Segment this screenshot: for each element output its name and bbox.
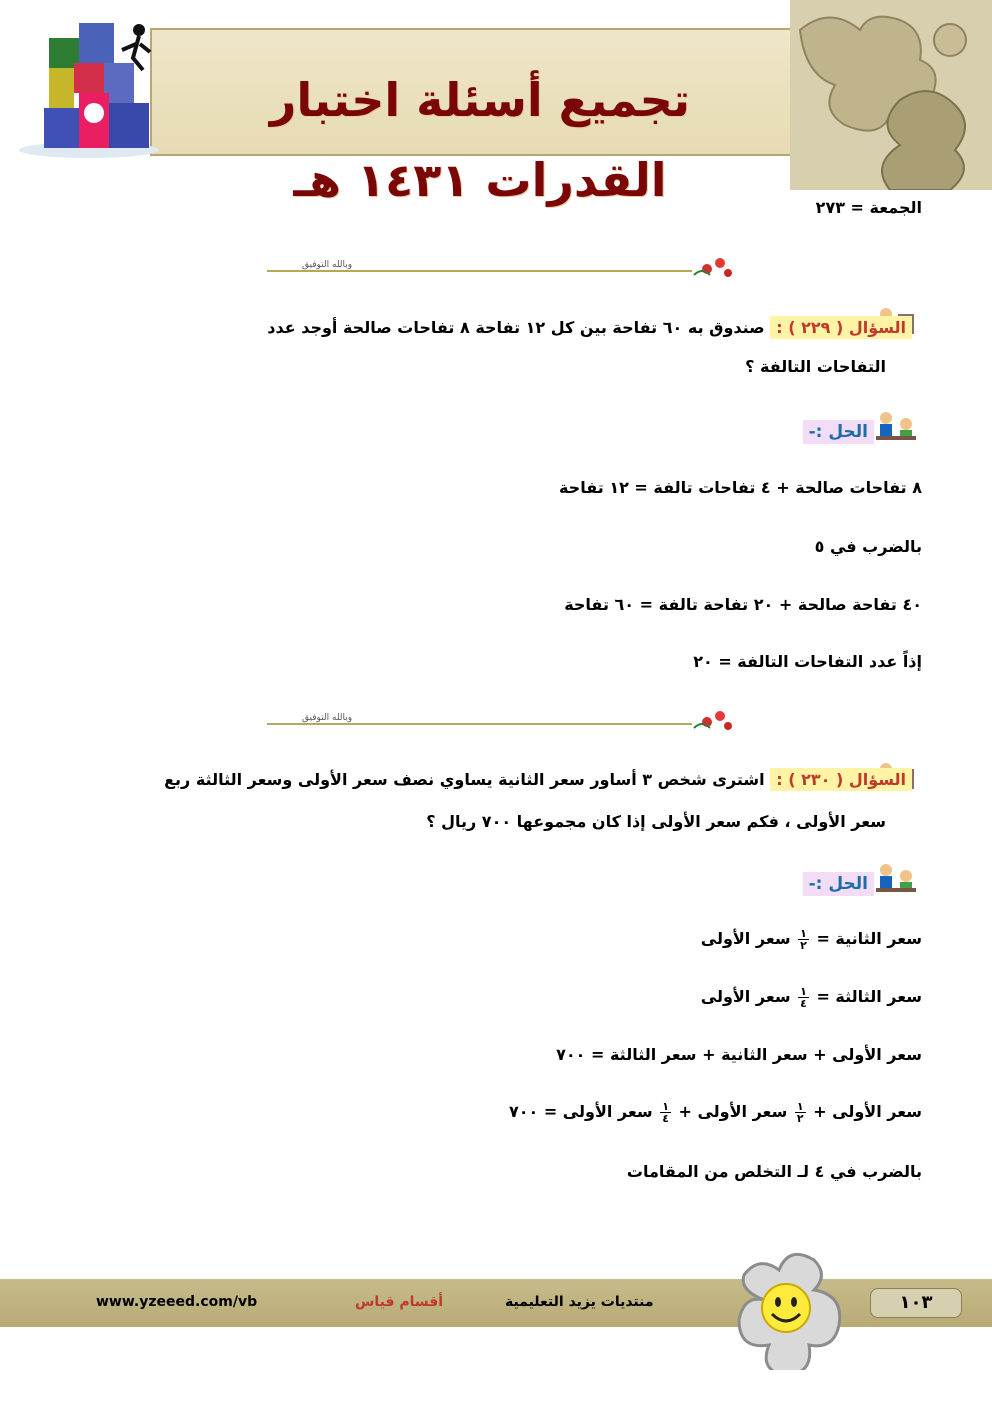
divider-text: وبالله التوفيق <box>302 713 353 723</box>
blocks-logo-icon <box>14 8 164 158</box>
divider-ornament-icon <box>262 253 742 283</box>
question-230-step-1: سعر الثانية = $\frac{١}{٢}$ سعر الأولى <box>700 927 922 952</box>
question-230-solution-label: الحل :- <box>803 874 874 894</box>
question-229-solution-label: الحل :- <box>803 422 874 442</box>
previous-total: الجمعة = ٢٧٣ <box>815 198 922 217</box>
fraction-half: $\frac{١}{٢}$ <box>800 927 807 952</box>
divider-ornament-icon <box>262 706 742 736</box>
question-230-step-2: سعر الثالثة = $\frac{١}{٤}$ سعر الأولى <box>700 985 922 1010</box>
smiley-puzzle-icon <box>724 1240 854 1370</box>
question-229-step-4: إذاً عدد التفاحات التالفة = ٢٠ <box>693 652 922 671</box>
question-230 <box>164 770 912 789</box>
puzzle-decoration-icon <box>790 0 992 190</box>
students-desk-icon <box>874 410 918 442</box>
question-230-text-line1: اشترى شخص ٣ أساور سعر الثانية يساوي نصف سعر الأولى وسعر الثالثة ربع <box>164 770 765 789</box>
question-230-label: السؤال ( ٢٣٠ ) : <box>770 768 912 791</box>
fraction-quarter: $\frac{١}{٤}$ <box>662 1100 669 1125</box>
question-229-text-line2: التفاحات التالفة ؟ <box>745 357 886 376</box>
question-230-step-3: سعر الأولى + سعر الثانية + سعر الثالثة = ٧٠٠ <box>556 1045 922 1064</box>
question-229-step-2: بالضرب في ٥ <box>814 537 922 556</box>
divider-text: وبالله التوفيق <box>302 260 353 270</box>
page-title: تجميع أسئلة اختبار القدرات ١٤٣١ هـ <box>269 73 691 207</box>
page-number: ١٠٣ <box>870 1288 962 1318</box>
footer-forum-name: منتديات يزيد التعليمية <box>505 1294 654 1310</box>
question-229-step-1: ٨ تفاحات صالحة + ٤ تفاحات تالفة = ١٢ تفاحة <box>558 478 922 497</box>
footer-section-link[interactable]: أقسام قياس <box>355 1294 444 1310</box>
fraction-half: $\frac{١}{٢}$ <box>796 1100 804 1125</box>
question-229-text-line1: صندوق به ٦٠ تفاحة بين كل ١٢ تفاحة ٨ تفاحات صالحة أوجد عدد <box>267 318 765 337</box>
question-229-label: السؤال ( ٢٢٩ ) : <box>770 316 912 339</box>
question-229-step-3: ٤٠ تفاحة صالحة + ٢٠ تفاحة تالفة = ٦٠ تفاحة <box>564 595 922 614</box>
students-desk-icon <box>874 862 918 894</box>
footer-url-link[interactable]: www.yzeeed.com/vb <box>96 1294 258 1310</box>
question-230-step-5: بالضرب في ٤ لـ التخلص من المقامات <box>626 1162 922 1181</box>
question-230-text-line2: سعر الأولى ، فكم سعر الأولى إذا كان مجموعها ٧٠٠ ريال ؟ <box>426 812 886 831</box>
question-229 <box>267 318 912 337</box>
question-230-step-4: سعر الأولى + $\frac{١}{٢}$ سعر الأولى + $\frac{١}{٤}$ سعر الأولى = ٧٠٠ <box>508 1100 922 1125</box>
fraction-quarter: $\frac{١}{٤}$ <box>800 985 807 1010</box>
header-banner <box>0 0 992 207</box>
